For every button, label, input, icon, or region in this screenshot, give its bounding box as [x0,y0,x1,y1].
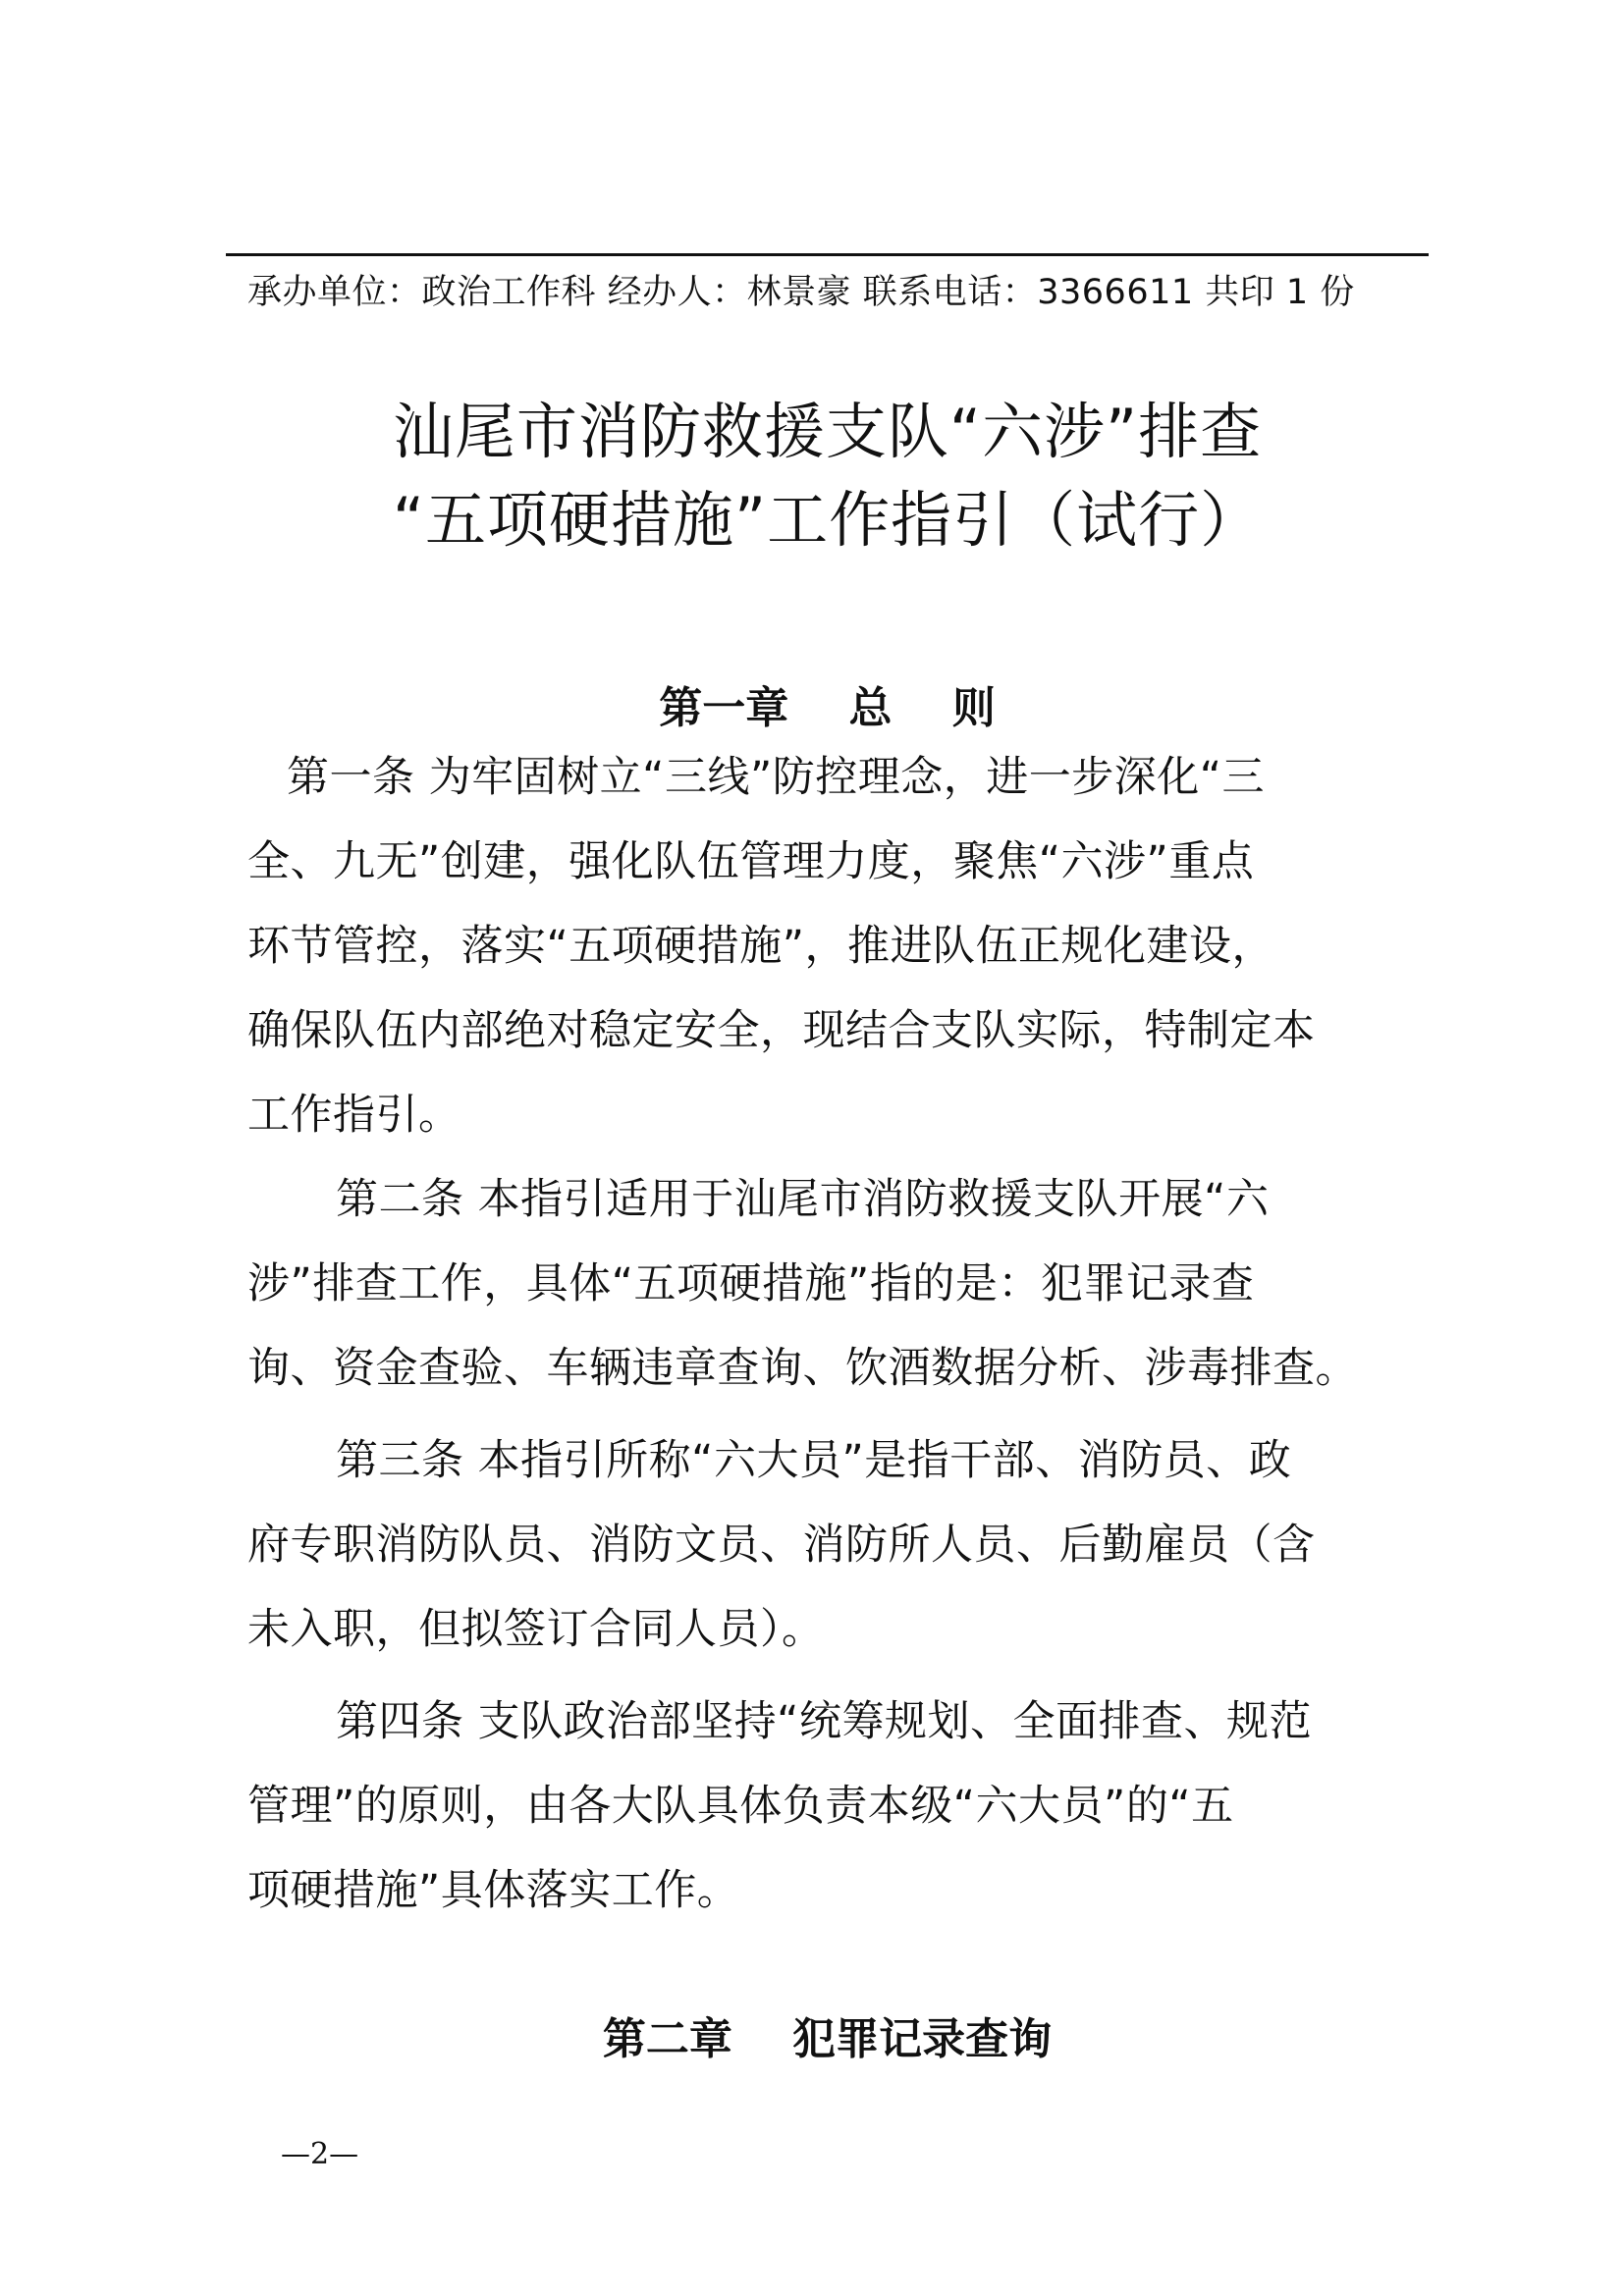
header-rule [226,253,1429,256]
article-4-line-3: 项硬措施”具体落实工作。 [247,1866,740,1915]
article-3-line-3: 未入职，但拟签订合同人员）。 [247,1605,825,1654]
article-1-line-2: 全、九无”创建，强化队伍管理力度，聚焦“六涉”重点 [247,837,1255,886]
article-2-line-3: 询、资金查验、车辆违章查询、饮酒数据分析、涉毒排查。 [247,1344,1358,1393]
article-1-line-5: 工作指引。 [247,1091,461,1140]
chapter-2-heading: 第二章 犯罪记录查询 [602,2014,1053,2064]
article-1-line-4: 确保队伍内部绝对稳定安全，现结合支队实际，特制定本 [247,1006,1316,1055]
article-1-line-1: 第一条 为牢固树立“三线”防控理念，进一步深化“三 [287,753,1265,802]
undertaking-info: 承办单位：政治工作科 经办人：林景豪 联系电话：3366611 共印 1 份 [247,273,1355,312]
article-3-line-1: 第三条 本指引所称“六大员”是指干部、消防员、政 [336,1436,1292,1485]
document-title-line-2: “五项硬措施”工作指引（试行） [392,484,1263,556]
article-4-line-2: 管理”的原则，由各大队具体负责本级“六大员”的“五 [247,1782,1234,1831]
article-3-line-2: 府专职消防队员、消防文员、消防所人员、后勤雇员（含 [247,1521,1316,1570]
article-2-line-1: 第二条 本指引适用于汕尾市消防救援支队开展“六 [336,1175,1270,1224]
page-number: —2— [281,2137,359,2171]
chapter-1-heading: 第一章 总 则 [659,683,996,733]
article-1-line-3: 环节管控，落实“五项硬措施”，推进队伍正规化建设， [247,922,1275,971]
article-2-line-2: 涉”排查工作，具体“五项硬措施”指的是：犯罪记录查 [247,1259,1255,1308]
document-title-line-1: 汕尾市消防救援支队“六涉”排查 [392,396,1263,467]
article-4-line-1: 第四条 支队政治部坚持“统筹规划、全面排查、规范 [336,1697,1312,1746]
